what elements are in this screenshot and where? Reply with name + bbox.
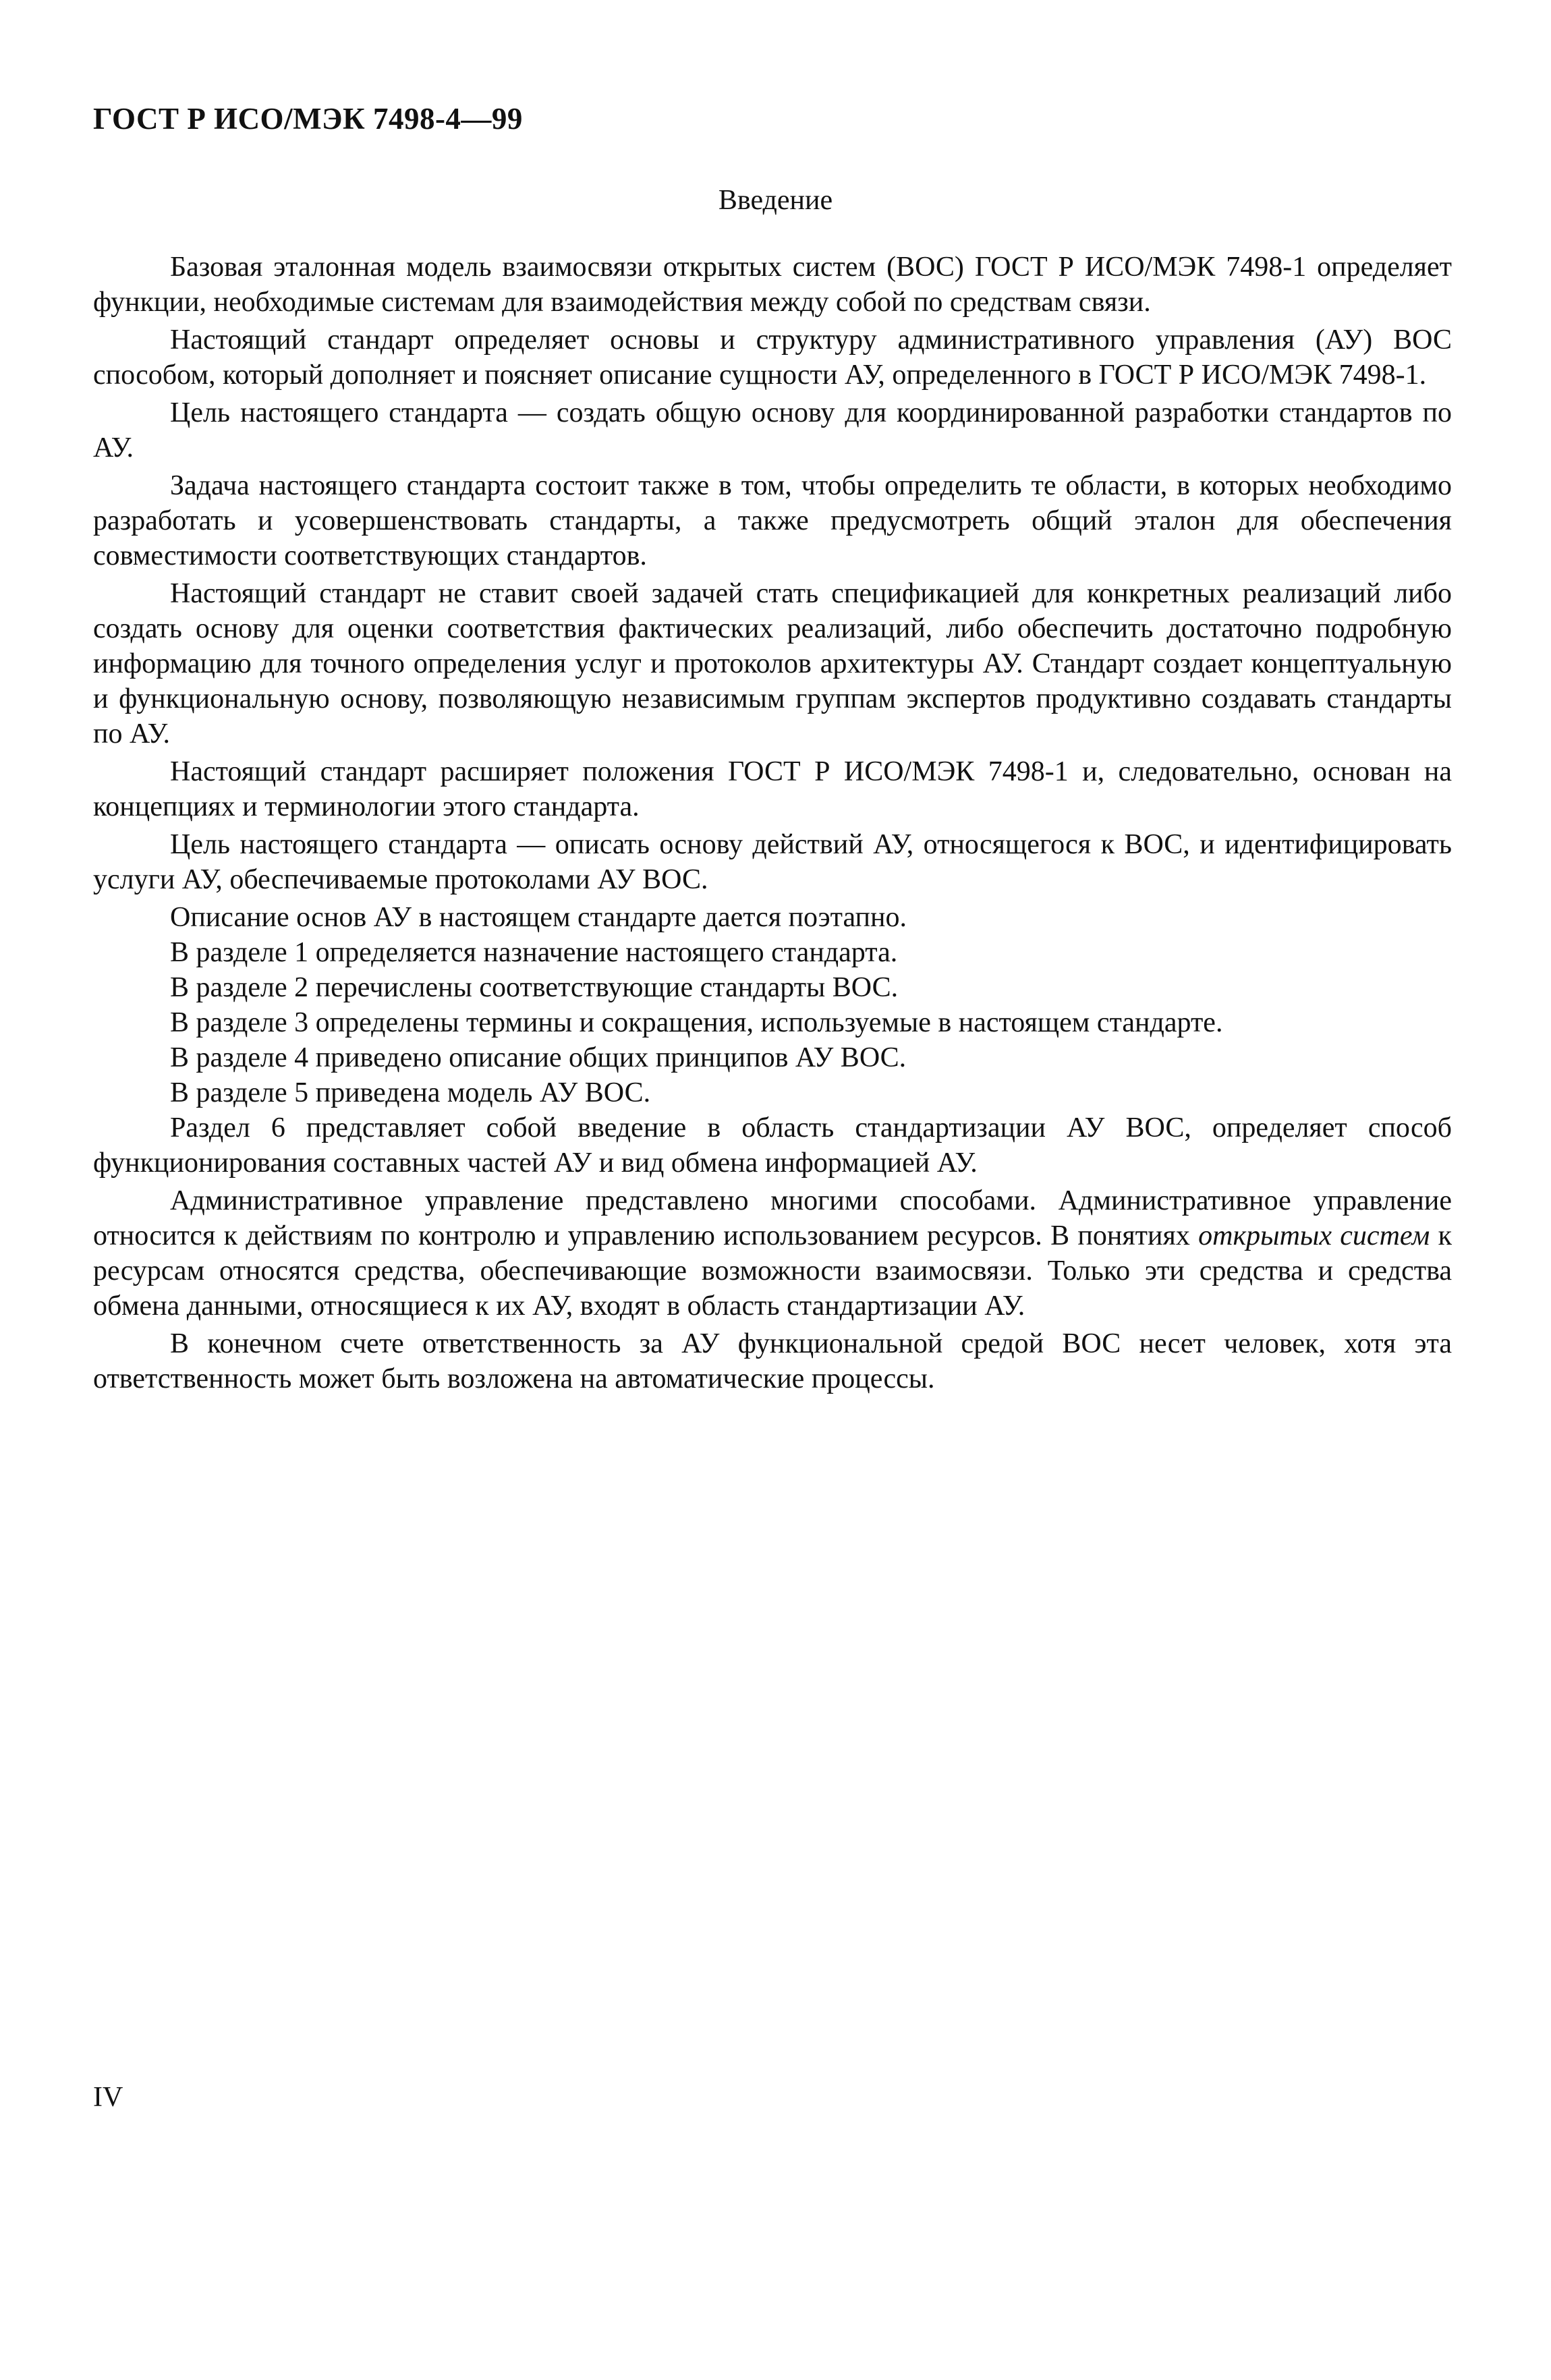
paragraph: Раздел 6 представляет собой введение в область стандартизации АУ ВОС, определяет способ функционирования составных частей АУ и вид обмена информацией АУ.	[93, 1112, 1452, 1179]
paragraph: Цель настоящего стандарта — описать основу действий АУ, относящегося к ВОС, и идентифицировать услуги АУ, обеспечиваемые протоколами АУ ВОС.	[93, 829, 1452, 895]
admin-paragraph	[93, 1183, 1452, 1324]
admin-emphasis: открытых систем	[1198, 1220, 1430, 1251]
paragraph: В разделе 4 приведено описание общих принципов АУ ВОС.	[170, 1042, 907, 1073]
paragraph: Базовая эталонная модель взаимосвязи открытых систем (ВОС) ГОСТ Р ИСО/МЭК 7498-1 определяет функции, необходимые системам для взаимодействия между собой по средствам связи.	[93, 252, 1452, 318]
document-header: ГОСТ Р ИСО/МЭК 7498-4—99	[93, 102, 523, 136]
paragraph: В разделе 3 определены термины и сокращения, используемые в настоящем стандарте.	[170, 1007, 1223, 1038]
document-body	[93, 250, 1452, 1399]
paragraph: Описание основ АУ в настоящем стандарте дается поэтапно.	[170, 902, 907, 933]
final-paragraph: В конечном счете ответственность за АУ функциональной средой ВОС несет человек, хотя эта ответственность может быть возложена на автоматические процессы.	[93, 1328, 1452, 1394]
paragraph: Настоящий стандарт определяет основы и структуру административного управления (АУ) ВОС способом, который дополняет и поясняет описание сущности АУ, определенного в ГОСТ Р ИСО/МЭК 7498-1.	[93, 324, 1452, 391]
paragraph: В разделе 2 перечислены соответствующие стандарты ВОС.	[170, 972, 899, 1003]
paragraph: В разделе 1 определяется назначение настоящего стандарта.	[170, 937, 898, 968]
page-number: IV	[93, 2082, 123, 2113]
paragraph: Настоящий стандарт не ставит своей задачей стать спецификацией для конкретных реализаций либо создать основу для оценки соответствия фактических реализаций, либо обеспечить достаточно подробную информацию для точного определения услуг и протоколов архитектуры АУ. Стандарт создает концептуальную и функциональную основу, позволяющую независимым группам экспертов продуктивно создавать стандарты по АУ.	[93, 578, 1452, 749]
admin-text-part2: к ресурсам относятся средства, обеспечивающие возможности взаимосвязи. Только эти средства и средства обмена данными, относящиеся к их АУ, входят в область стандартизации АУ.	[93, 1220, 1453, 1322]
paragraph: Цель настоящего стандарта — создать общую основу для координированной разработки стандартов по АУ.	[93, 397, 1452, 463]
paragraph: Настоящий стандарт расширяет положения ГОСТ Р ИСО/МЭК 7498-1 и, следовательно, основан на концепциях и терминологии этого стандарта.	[93, 756, 1452, 822]
paragraph: В разделе 5 приведена модель АУ ВОС.	[170, 1077, 651, 1108]
admin-text-part1: Административное управление представлено многими способами. Административное управление относится к действиям по контролю и управлению использованием ресурсов. В понятиях	[93, 1185, 1452, 1251]
section-title: Введение	[718, 185, 833, 216]
paragraph: Задача настоящего стандарта состоит также в том, чтобы определить те области, в которых необходимо разработать и усовершенствовать стандарты, а также предусмотреть общий эталон для обеспечения совместимости соответствующих стандартов.	[93, 470, 1452, 571]
